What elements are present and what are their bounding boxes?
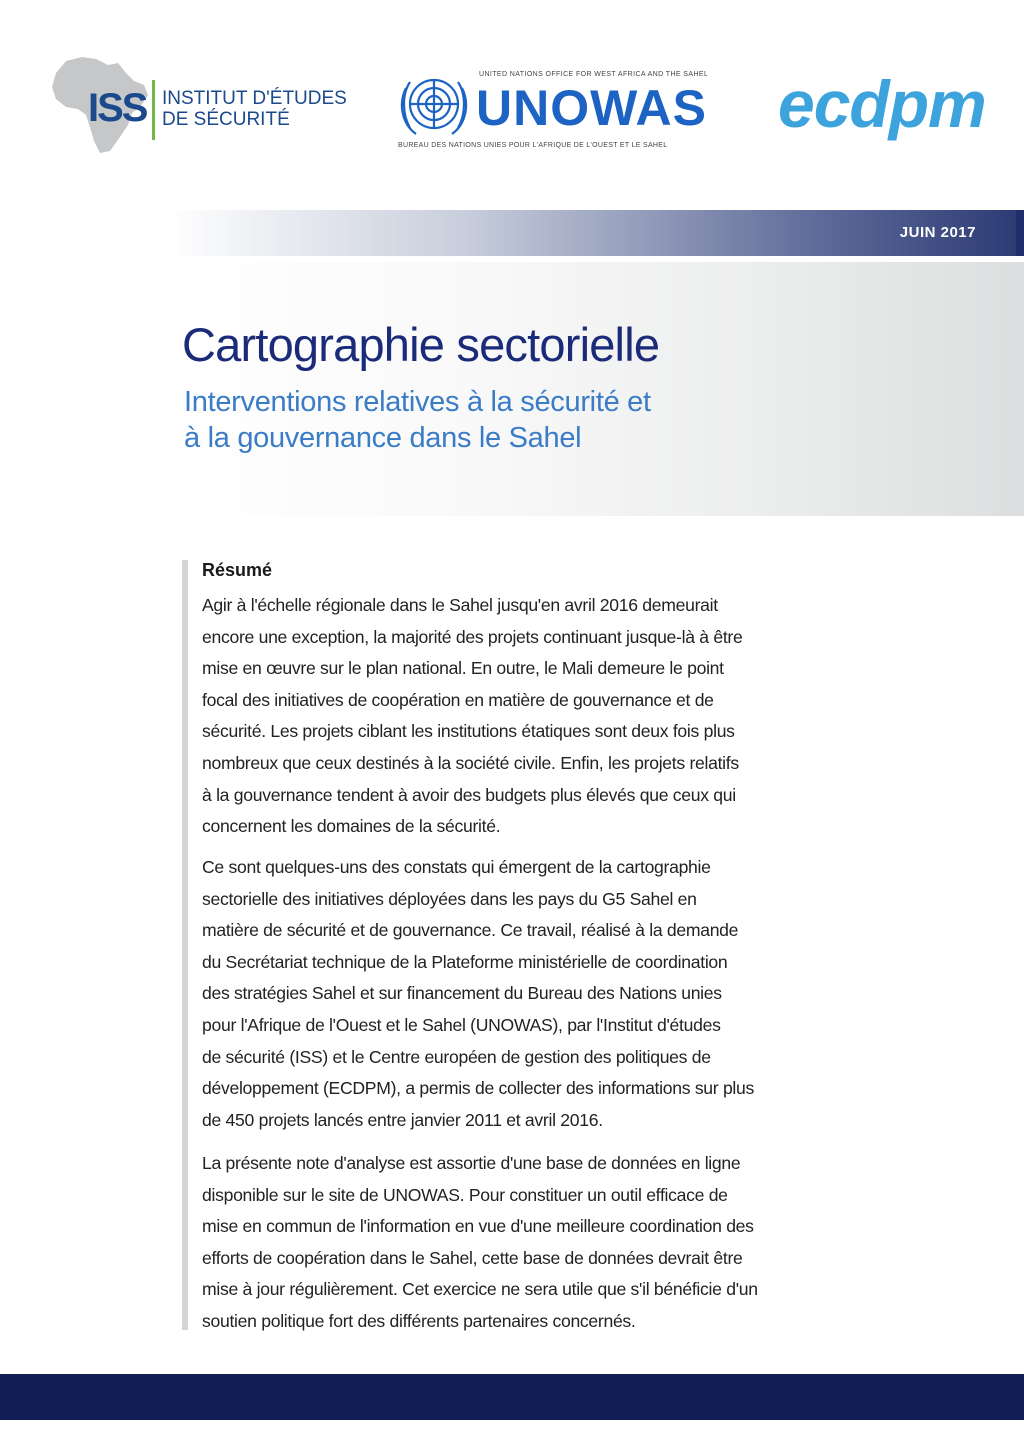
iss-name-line-1: INSTITUT D'ÉTUDES: [162, 88, 347, 109]
iss-divider: [152, 80, 155, 140]
text-line: La présente note d'analyse est assortie d'une base de données en ligne: [202, 1153, 741, 1173]
unowas-logo: [390, 62, 730, 154]
summary-paragraph-1: [202, 590, 842, 843]
unowas-french-name: BUREAU DES NATIONS UNIES POUR L'AFRIQUE DE L'OUEST ET LE SAHEL: [398, 142, 668, 149]
publication-date: JUIN 2017: [899, 224, 976, 241]
text-line: Agir à l'échelle régionale dans le Sahel jusqu'en avril 2016 demeurait: [202, 595, 718, 615]
text-line: mise en commun de l'information en vue d'une meilleure coordination des: [202, 1216, 754, 1237]
text-line: concernent les domaines de la sécurité.: [202, 816, 501, 837]
iss-full-name: [162, 88, 347, 130]
text-line: de 450 projets lancés entre janvier 2011 et avril 2016.: [202, 1109, 603, 1130]
text-line: disponible sur le site de UNOWAS. Pour constituer un outil efficace de: [202, 1184, 728, 1205]
text-line: nombreux que ceux destinés à la société civile. Enfin, les projets relatifs: [202, 752, 739, 773]
summary-heading: Résumé: [202, 560, 273, 580]
text-line: efforts de coopération dans le Sahel, cette base de données devrait être: [202, 1247, 743, 1268]
title-section: [168, 262, 1024, 516]
un-emblem-icon: [394, 68, 474, 144]
summary-paragraph-3: [202, 1148, 842, 1338]
iss-logo: [48, 55, 368, 155]
text-line: mise à jour régulièrement. Cet exercice ne sera utile que s'il bénéficie d'un: [202, 1279, 758, 1300]
text-line: pour l'Afrique de l'Ouest et le Sahel (UNOWAS), par l'Institut d'études: [202, 1014, 721, 1035]
summary-section: [182, 560, 842, 1330]
text-line: focal des initiatives de coopération en matière de gouvernance et de: [202, 689, 714, 710]
text-line: matière de sécurité et de gouvernance. Ce travail, réalisé à la demande: [202, 920, 739, 941]
unowas-name: UNOWAS: [476, 80, 707, 136]
text-line: mise en œuvre sur le plan national. En outre, le Mali demeure le point: [202, 658, 724, 679]
text-line: encore une exception, la majorité des projets continuant jusque-là à être: [202, 626, 743, 647]
ecdpm-name: ecdpm: [778, 67, 986, 141]
text-line: de sécurité (ISS) et le Centre européen de gestion des politiques de: [202, 1046, 711, 1067]
date-band-edge: [1016, 210, 1024, 256]
subtitle-line-2: à la gouvernance dans le Sahel: [184, 422, 582, 454]
text-line: à la gouvernance tendent à avoir des budgets plus élevés que ceux qui: [202, 784, 736, 805]
text-line: Ce sont quelques-uns des constats qui émergent de la cartographie: [202, 857, 711, 877]
summary-side-rule: [182, 560, 188, 1330]
page-subtitle: [184, 384, 651, 456]
unowas-english-name: UNITED NATIONS OFFICE FOR WEST AFRICA AND THE SAHEL: [479, 71, 709, 78]
summary-paragraph-2: [202, 852, 842, 1136]
text-line: soutien politique fort des différents partenaires concernés.: [202, 1310, 636, 1331]
subtitle-line-1: Interventions relatives à la sécurité et: [184, 386, 651, 418]
text-line: sécurité. Les projets ciblant les institutions étatiques sont deux fois plus: [202, 721, 735, 742]
text-line: sectorielle des initiatives déployées dans les pays du G5 Sahel en: [202, 888, 697, 909]
date-band: [168, 210, 1024, 256]
iss-abbreviation: ISS: [88, 86, 147, 130]
text-line: du Secrétariat technique de la Plateforme ministérielle de coordination: [202, 951, 728, 972]
text-line: développement (ECDPM), a permis de collecter des informations sur plus: [202, 1078, 755, 1099]
iss-name-line-2: DE SÉCURITÉ: [162, 109, 290, 130]
text-line: des stratégies Sahel et sur financement du Bureau des Nations unies: [202, 983, 722, 1004]
ecdpm-logo: [776, 66, 988, 158]
footer-bar: [0, 1374, 1024, 1420]
page-title: Cartographie sectorielle: [182, 318, 660, 371]
